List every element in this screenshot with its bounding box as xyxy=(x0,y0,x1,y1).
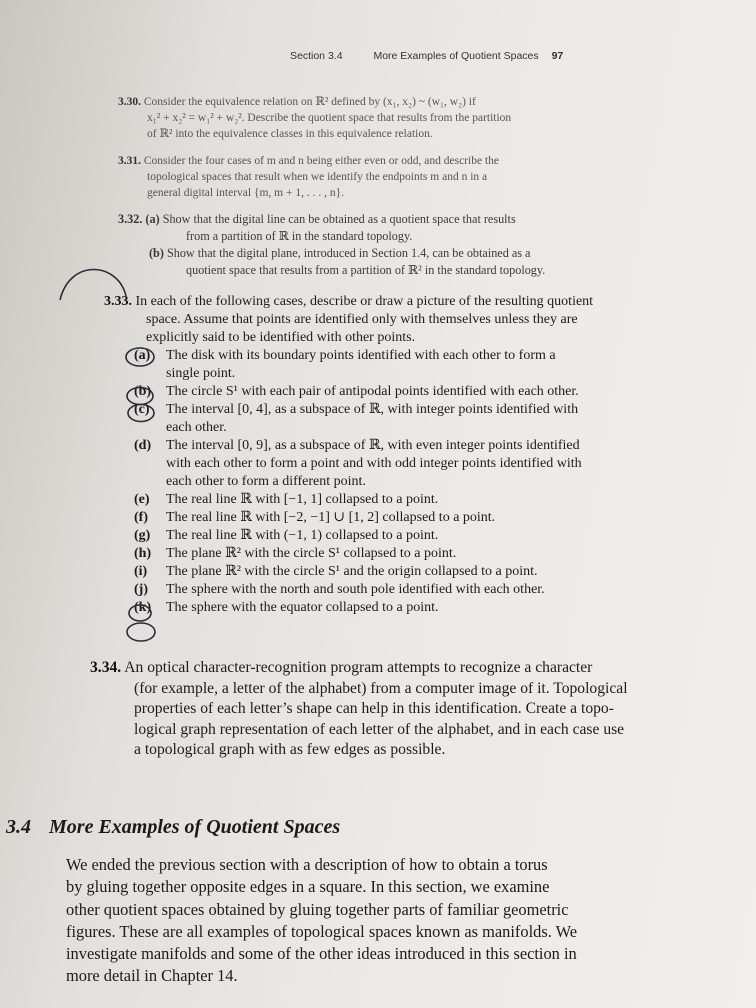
problem-3-34 xyxy=(90,658,628,761)
paragraph-line: other quotient spaces obtained by gluing together parts of familiar geometric xyxy=(66,899,569,919)
paragraph-line: by gluing together opposite edges in a square. In this section, we examine xyxy=(66,877,550,897)
problem-line: Show that the digital line can be obtained as a quotient space that results xyxy=(162,212,516,226)
pen-circle-a xyxy=(126,348,154,366)
item-line: with each other to form a point and with odd integer points identified with xyxy=(166,456,582,472)
problem-number: 3.34. xyxy=(90,659,122,676)
problem-line: x₁² + x₂² = w₁² + w₂². Describe the quotient space that results from the partition xyxy=(147,112,512,124)
problem-line: In each of the following cases, describe or draw a picture of the resulting quotient xyxy=(135,294,594,309)
header-section: Section 3.4 xyxy=(290,50,343,62)
item-line: The circle S¹ with each pair of antipodal points identified with each other. xyxy=(166,384,579,399)
problem-number: 3.31. xyxy=(118,155,141,167)
item-label: (j) xyxy=(134,582,148,597)
item-label: (f) xyxy=(134,510,148,525)
item-line: The real line ℝ with [−2, −1] ∪ [1, 2] collapsed to a point. xyxy=(166,510,496,525)
item-line: each other. xyxy=(166,420,227,436)
item-label: (g) xyxy=(134,528,151,543)
page-number: 97 xyxy=(551,50,564,62)
pen-circle-k xyxy=(127,623,155,641)
problem-number: 3.32. xyxy=(118,212,143,226)
problem-line: (for example, a letter of the alphabet) from a computer image of it. Topological xyxy=(134,679,628,697)
problem-line: explicitly said to be identified with other points. xyxy=(146,330,416,346)
section-body xyxy=(66,854,577,988)
section-heading xyxy=(6,816,340,839)
problem-line: Show that the digital plane, introduced in Section 1.4, can be obtained as a xyxy=(166,246,531,260)
problem-line: from a partition of ℝ in the standard topology. xyxy=(186,229,413,243)
section-title: More Examples of Quotient Spaces xyxy=(49,816,341,838)
item-line: The real line ℝ with [−1, 1] collapsed to a point. xyxy=(166,492,439,507)
item-label: (c) xyxy=(134,402,150,417)
problem-line: space. Assume that points are identified only with themselves unless they are xyxy=(146,312,578,328)
part-label: (a) xyxy=(145,212,160,226)
problem-line: general digital interval {m, m + 1, . . . , n}. xyxy=(147,187,345,199)
pen-circle-b xyxy=(127,388,153,405)
item-label: (d) xyxy=(134,438,152,453)
item-label: (e) xyxy=(134,492,150,507)
paragraph-line: more detail in Chapter 14. xyxy=(66,966,238,986)
pen-arc xyxy=(60,270,126,301)
problem-line: a topological graph with as few edges as possible. xyxy=(134,741,446,759)
problem-number: 3.30. xyxy=(118,96,141,108)
item-line: The sphere with the equator collapsed to a point. xyxy=(166,600,439,615)
paragraph-line: figures. These are all examples of topological spaces known as manifolds. We xyxy=(66,921,578,941)
problem-line: properties of each letter’s shape can help in this identification. Create a topo- xyxy=(134,700,614,718)
item-label: (b) xyxy=(134,384,152,399)
part-label: (b) xyxy=(149,246,164,260)
paragraph-line: We ended the previous section with a description of how to obtain a torus xyxy=(66,855,548,874)
header-title: More Examples of Quotient Spaces xyxy=(373,50,539,62)
problem-line: quotient space that results from a partition of ℝ² in the standard topology. xyxy=(186,263,546,277)
item-line: The sphere with the north and south pole identified with each other. xyxy=(166,582,545,597)
problem-line: of ℝ² into the equivalence classes in this equivalence relation. xyxy=(147,128,433,140)
item-line: The real line ℝ with (−1, 1) collapsed to a point. xyxy=(166,528,439,543)
pen-circle-j xyxy=(129,605,151,621)
item-line: The plane ℝ² with the circle S¹ and the origin collapsed to a point. xyxy=(166,564,538,579)
problem-line: Consider the equivalence relation on ℝ² defined by (x₁, x₂) ~ (w₁, w₂) if xyxy=(143,96,476,108)
item-line: single point. xyxy=(166,366,236,382)
item-label: (a) xyxy=(134,348,151,363)
paragraph-line: investigate manifolds and some of the other ideas introduced in this section in xyxy=(66,944,577,964)
item-line: The interval [0, 4], as a subspace of ℝ, with integer points identified with xyxy=(166,402,579,417)
item-line: The interval [0, 9], as a subspace of ℝ, with even integer points identified xyxy=(166,438,580,453)
item-label: (i) xyxy=(134,564,148,579)
section-number: 3.4 xyxy=(6,816,31,838)
problem-line: topological spaces that result when we identify the endpoints m and n in a xyxy=(147,171,488,183)
item-line: each other to form a different point. xyxy=(166,474,366,490)
problem-number: 3.33. xyxy=(104,294,132,309)
item-label: (k) xyxy=(134,600,152,615)
pen-circle-c xyxy=(128,405,154,422)
problem-line: An optical character-recognition program attempts to recognize a character xyxy=(124,659,593,676)
problem-line: Consider the four cases of m and n being either even or odd, and describe the xyxy=(143,155,499,167)
problem-line: logical graph representation of each letter of the alphabet, and in each case use xyxy=(134,720,625,738)
item-label: (h) xyxy=(134,546,152,561)
item-line: The disk with its boundary points identified with each other to form a xyxy=(166,348,556,363)
item-line: The plane ℝ² with the circle S¹ collapsed to a point. xyxy=(166,546,457,561)
